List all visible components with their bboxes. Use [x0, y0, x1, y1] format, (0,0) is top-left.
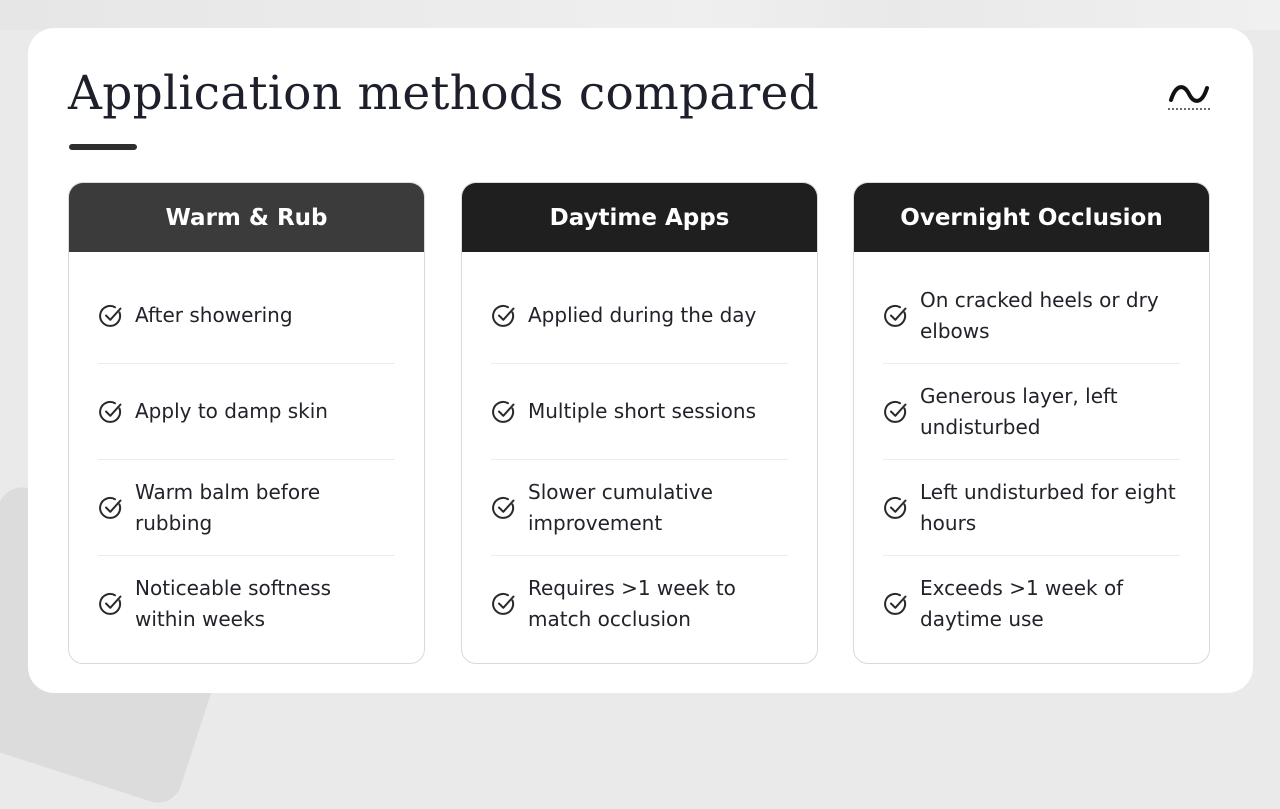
background-band	[0, 0, 1280, 30]
list-item	[491, 364, 788, 460]
check-circle-icon	[491, 303, 517, 329]
column-header: Warm & Rub	[69, 183, 424, 252]
list-item	[883, 460, 1180, 556]
logo-caption-mark	[1168, 108, 1210, 110]
list-item	[98, 460, 395, 556]
check-circle-icon	[491, 399, 517, 425]
list-item-text: Generous layer, left undisturbed	[920, 383, 1118, 439]
check-circle-icon	[98, 303, 124, 329]
check-circle-icon	[883, 591, 909, 617]
list-item-text: Multiple short sessions	[528, 399, 757, 423]
tilde-wave-logo-icon	[1168, 82, 1210, 112]
column-card-warm-rub	[68, 182, 425, 664]
list-item-text: Requires >1 week to match occlusion	[528, 576, 736, 631]
slide-panel	[28, 28, 1253, 693]
list-item-text: Left undisturbed for eight hours	[920, 479, 1176, 535]
list-item	[491, 460, 788, 556]
check-circle-icon	[883, 303, 909, 329]
column-header: Daytime Apps	[462, 183, 817, 252]
list-item	[491, 268, 788, 364]
list-item	[883, 364, 1180, 460]
column-card-daytime-apps	[461, 182, 818, 664]
check-circle-icon	[98, 495, 124, 521]
list-item-text: Warm balm before rubbing	[135, 479, 321, 535]
list-item-text: Applied during the day	[528, 303, 757, 327]
check-circle-icon	[98, 591, 124, 617]
list-item	[883, 556, 1180, 652]
column-list	[69, 252, 424, 652]
check-circle-icon	[883, 495, 909, 521]
column-list	[462, 252, 817, 652]
list-item	[491, 556, 788, 652]
list-item-text: On cracked heels or dry elbows	[920, 287, 1159, 343]
list-item-text: After showering	[135, 303, 293, 327]
check-circle-icon	[883, 399, 909, 425]
list-item-text: Slower cumulative improvement	[528, 479, 713, 535]
list-item-text: Apply to damp skin	[135, 399, 328, 423]
title-underline	[69, 144, 137, 150]
column-card-overnight-occlusion	[853, 182, 1210, 664]
list-item	[98, 268, 395, 364]
column-header: Overnight Occlusion	[854, 183, 1209, 252]
check-circle-icon	[98, 399, 124, 425]
list-item	[98, 556, 395, 652]
slide-title: Application methods compared	[68, 66, 819, 121]
check-circle-icon	[491, 495, 517, 521]
list-item-text: Exceeds >1 week of daytime use	[920, 576, 1124, 631]
check-circle-icon	[491, 591, 517, 617]
column-list	[854, 252, 1209, 652]
list-item	[98, 364, 395, 460]
list-item	[883, 268, 1180, 364]
list-item-text: Noticeable softness within weeks	[135, 576, 332, 631]
